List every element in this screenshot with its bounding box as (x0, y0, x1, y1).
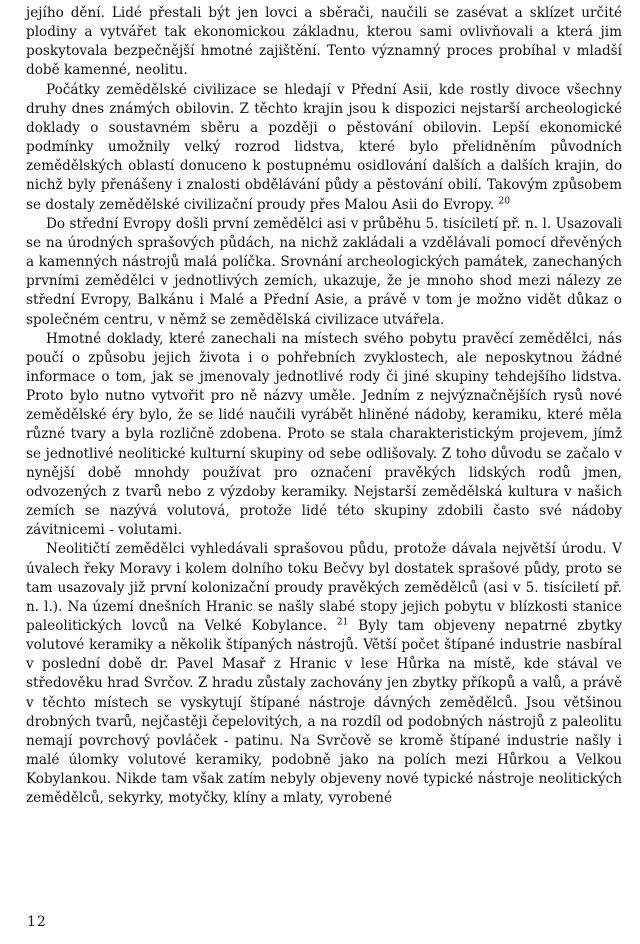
paragraph-5 (26, 540, 622, 808)
paragraph-4-text: Hmotné doklady, které zanechali na místech svého pobytu pravěcí zemědělci, nás poučí o způsobu jejich života i o pohřebních zvyklostech, ale neposkytnou žádné informace o tom, jak se jmenovaly jednotlivé rody či jiné skupiny tehdejšího lidstva. Proto bylo nutno vytvořit pro ně názvy uměle. Jedním z nejvýznačnějších rysů nové zemědělské éry bylo, že se lidé naučili vyrábět hliněné nádoby, keramiku, které měla různé tvary a byla rozličně zdobena. Proto se stala charakteristickým projevem, jímž se jednotlivé neolitické kulturní skupiny od sebe odlišovaly. Z toho důvodu se začalo v nynější době mnohdy používat pro označení pravěkých lidských rodů jmen, odvozených z tvarů nebo z výzdoby keramiky. Nejstarší zemědělská kultura v našich zemích se nazývá volutová, protože lidé této skupiny zdobili často své nádoby závitnicemi - volutami. (26, 330, 622, 539)
paragraph-1 (26, 4, 622, 81)
body-text (26, 4, 622, 809)
paragraph-3-text: Do střední Evropy došli první zemědělci asi v průběhu 5. tisíciletí př. n. l. Usazovali se na úrodných sprašových půdách, na nichž zakládali a vzdělávali pomocí dřevěných a kamenných nástrojů malá políčka. Srovnání archeologických památek, zanechaných prvními zemědělci v jednotlivých zemích, ukazuje, že je mnoho shod mezi nálezy ze střední Evropy, Balkánu i Malé a Přední Asie, a právě v tom je možno vidět důkaz o společném centru, v němž se zemědělská civilizace utvářela. (26, 215, 622, 328)
paragraph-2 (26, 81, 622, 215)
paragraph-5-text: Neolitičtí zemědělci vyhledávali sprašovou půdu, protože dávala největší úrodu. V úvalech řeky Moravy i kolem dolního toku Bečvy byl dostatek sprašové půdy, proto se tam usazovaly již první kolonizační proudy pravěkých zemědělců (asi v 5. tisíciletí př. n. l.). Na území dnešních Hranic se našly slabé stopy jejich pobytu v blízkosti stanice paleolitických lovců na Velké Kobylance. (26, 541, 622, 634)
paragraph-2-text: Počátky zemědělské civilizace se hledají v Přední Asii, kde rostly divoce všechny druhy dnes známých obilovin. Z těchto krajin jsou k dispozici nejstarší archeologické doklady o soustavném sběru a později o pěstování obilovin. Lepší ekonomické podmínky umožnily velký rozrod lidstva, které bylo přelidněním původních zemědělských oblastí donuceno k postupnému osidlování dalších a dalších krajin, do nichž byly přenášeny i znalosti obdělávání půdy a pěstování obilí. Takovým způsobem se dostaly zemědělské civilizační proudy přes Malou Asii do Evropy. (26, 81, 622, 213)
paragraph-4 (26, 330, 622, 541)
page-number: 12 (27, 914, 47, 930)
paragraph-3 (26, 215, 622, 330)
paragraph-5-continuation: Byly tam objeveny nepatrné zbytky volutové keramiky a několik štípaných nástrojů. Větší počet štípané industrie nasbíral v poslední době dr. Pavel Masař z Hranic v lese Hůrka na místě, kde stával ve středověku hrad Svrčov. Z hradu zůstaly zachovány jen zbytky příkopů a valů, a právě v těchto místech se vyskytují štípané nástroje dávných zemědělců. Jsou většinou drobných tvarů, nejčastěji čepelovitých, a na rozdíl od podobných nástrojů z paleolitu nemají povrchový povláček - patinu. Na Svrčově se kromě štípané industrie našly i malé úlomky volutové keramiky, podobně jako na polích mezi Hůrkou a Velkou Kobylankou. Nikde tam však zatím nebyly objeveny nové typické nástroje neolitických zemědělců, sekyrky, motyčky, klíny a mlaty, vyrobené (26, 618, 622, 807)
paragraph-1-text: jejího dění. Lidé přestali být jen lovci a sběrači, naučili se zasévat a sklízet určité plodiny a vytvářet tak ekonomickou základnu, kterou sami ovlivňovali a která jim poskytovala bezpečnější hmotné zajištění. Tento významný proces probíhal v mladší době kamenné, neolitu. (26, 5, 622, 79)
footnote-marker-21: 21 (336, 617, 349, 628)
footnote-marker-20: 20 (498, 196, 510, 207)
